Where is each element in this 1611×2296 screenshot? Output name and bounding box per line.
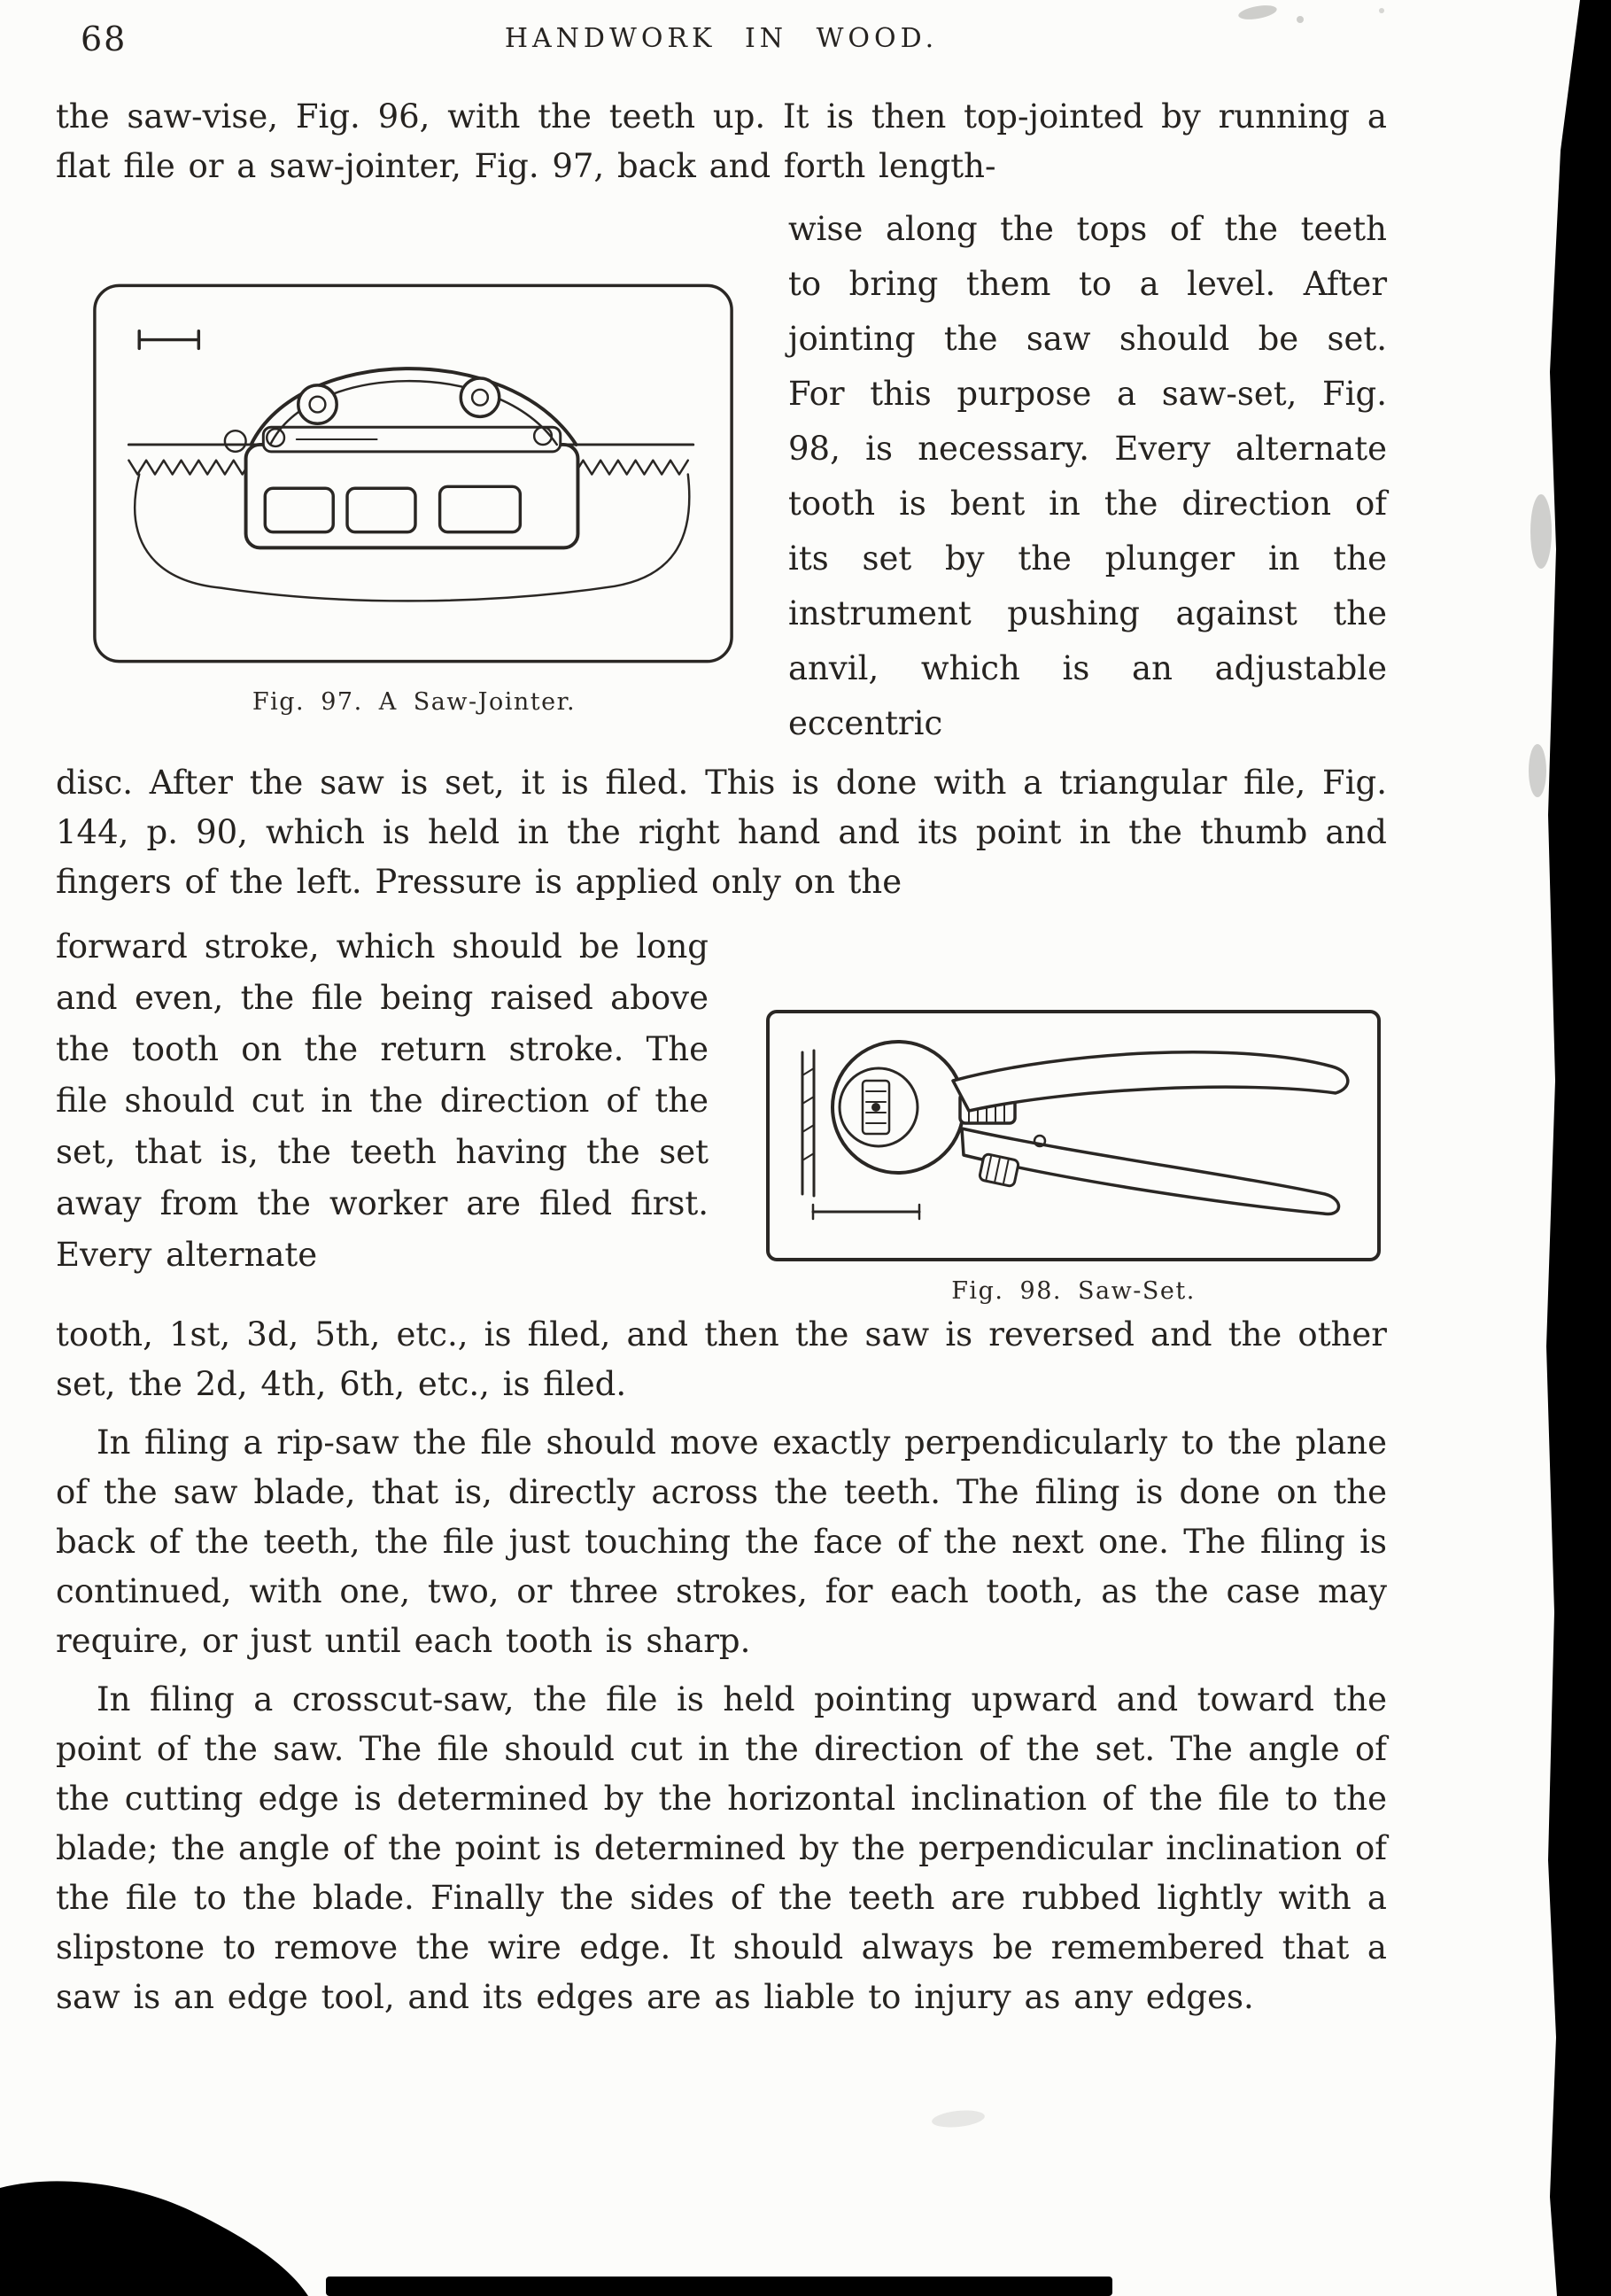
paragraph-1-part-3: disc. After the saw is set, it is filed. This is done with a triangular file, Fig. 144, p. 90, which is held in the right hand and its point in the thumb and fingers of the left. Pressure is applied only on the [56, 764, 1387, 901]
saw-jointer-illustration [89, 273, 740, 676]
saw-set-illustration [763, 1006, 1383, 1265]
running-head-title: HANDWORK IN WOOD. [504, 23, 939, 54]
figure-97-row [56, 191, 1387, 751]
paragraph-2: In filing a rip-saw the file should move exactly perpendicularly to the plane of the saw blade, that is, directly across the teeth. The filing is done on the back of the teeth, the file just touching the face of the next one. The filing is continued, with one, two, or three strokes, for each tooth, as the case may require, or just until each tooth is sharp. [56, 1423, 1387, 1660]
paragraph-1-part-4: forward stroke, which should be long and even, the file being raised above the tooth on the return stroke. The file should cut in the direction of the set, that is, the teeth having the set away from the worker are filed first. Every alternate [56, 927, 709, 1274]
paragraph-1-part-2: wise along the tops of the teeth to bring them to a level. After jointing the saw should be set. For this purpose a saw-set, Fig. 98, is necessary. Every alternate tooth is bent in the direction of its set by the plunger in the instrument pushing against the anvil, which is an adjustable eccentric [788, 210, 1387, 742]
scan-smudge [1529, 744, 1546, 797]
figure-97-caption: Fig. 97. A Saw-Jointer. [252, 688, 577, 716]
figure-98-row [56, 921, 1387, 1305]
page-number: 68 [81, 19, 128, 58]
scan-pencil-mark [1379, 8, 1384, 13]
scan-edge-right [1546, 0, 1611, 2296]
paragraph-1-part-1: the saw-vise, Fig. 96, with the teeth up. It is then top-jointed by running a flat file or a saw-jointer, Fig. 97, back and forth length- [56, 97, 1387, 185]
scan-smudge [1530, 494, 1552, 569]
figure-97 [56, 191, 788, 716]
figure-98 [709, 921, 1387, 1305]
figure-98-caption: Fig. 98. Saw-Set. [951, 1277, 1196, 1305]
scan-smudge [931, 2108, 986, 2129]
scan-blot-bottom-left [0, 2181, 308, 2296]
paragraph-3: In filing a crosscut-saw, the file is held pointing upward and toward the point of the saw. The file should cut in the direction of the set. The angle of the cutting edge is determined by the horizontal inclination of the file to the blade; the angle of the point is determined by the perpendicular inclination of the file to the blade. Finally the sides of the teeth are rubbed lightly with a slipstone to remove the wire edge. It should always be remembered that a saw is an edge tool, and its edges are as liable to injury as any edges. [56, 1680, 1387, 2016]
scan-strip-bottom [326, 2277, 1112, 2296]
paragraph-1-part-5: tooth, 1st, 3d, 5th, etc., is filed, and then the saw is reversed and the other set, the 2d, 4th, 6th, etc., is filed. [56, 1315, 1387, 1403]
page-header [56, 18, 1387, 69]
page-content [56, 18, 1387, 2022]
